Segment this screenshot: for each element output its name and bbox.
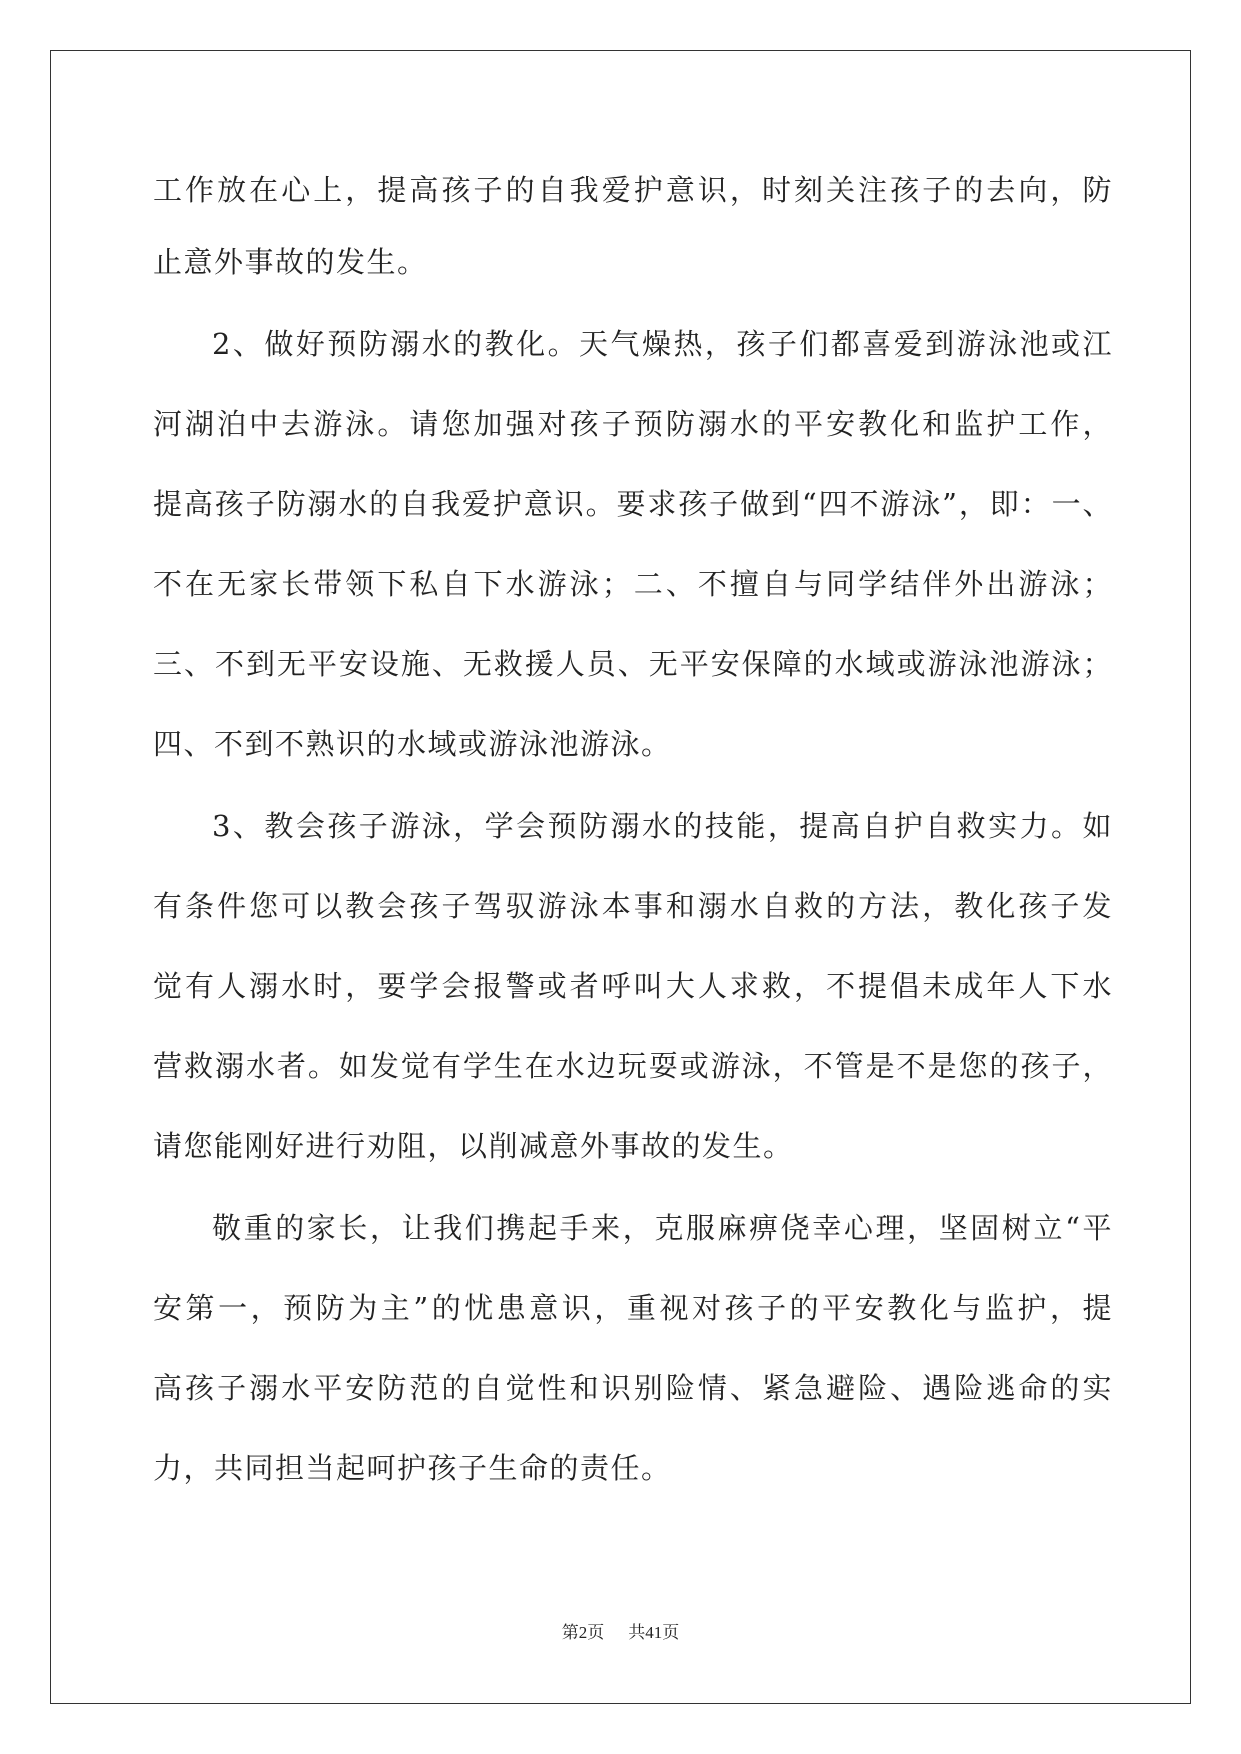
paragraph-3-line-1: 3、教会孩子游泳，学会预防溺水的技能，提高自护自救实力。如 <box>212 809 1113 843</box>
paragraph-2-line-6: 四、不到不熟识的水域或游泳池游泳。 <box>153 727 672 761</box>
paragraph-4-line-4: 力，共同担当起呵护孩子生命的责任。 <box>153 1451 672 1485</box>
paragraph-3-line-4: 营救溺水者。如发觉有学生在水边玩耍或游泳，不管是不是您的孩子， <box>153 1049 1113 1083</box>
paragraph-1-line-2: 止意外事故的发生。 <box>153 245 428 279</box>
paragraph-3-line-2: 有条件您可以教会孩子驾驭游泳本事和溺水自救的方法，教化孩子发 <box>153 889 1113 923</box>
paragraph-4-line-3: 高孩子溺水平安防范的自觉性和识别险情、紧急避险、遇险逃命的实 <box>153 1371 1113 1405</box>
page-total: 共41页 <box>628 1623 680 1642</box>
paragraph-1-line-1: 工作放在心上，提高孩子的自我爱护意识，时刻关注孩子的去向，防 <box>153 173 1113 207</box>
page-number: 第2页 <box>561 1623 605 1642</box>
paragraph-4-line-2: 安第一，预防为主”的忧患意识，重视对孩子的平安教化与监护，提 <box>153 1291 1113 1325</box>
paragraph-4-line-1: 敬重的家长，让我们携起手来，克服麻痹侥幸心理，坚固树立“平 <box>212 1211 1113 1245</box>
paragraph-2-line-2: 河湖泊中去游泳。请您加强对孩子预防溺水的平安教化和监护工作， <box>153 407 1113 441</box>
paragraph-2-line-5: 三、不到无平安设施、无救援人员、无平安保障的水域或游泳池游泳； <box>153 647 1113 681</box>
paragraph-2-line-1: 2、做好预防溺水的教化。天气燥热，孩子们都喜爱到游泳池或江 <box>212 327 1113 361</box>
page-footer <box>0 1622 1241 1644</box>
paragraph-3-line-5: 请您能刚好进行劝阻，以削减意外事故的发生。 <box>153 1129 794 1163</box>
paragraph-3-line-3: 觉有人溺水时，要学会报警或者呼叫大人求救，不提倡未成年人下水 <box>153 969 1113 1003</box>
paragraph-2-line-3: 提高孩子防溺水的自我爱护意识。要求孩子做到“四不游泳”，即：一、 <box>153 487 1113 521</box>
paragraph-2-line-4: 不在无家长带领下私自下水游泳；二、不擅自与同学结伴外出游泳； <box>153 567 1113 601</box>
